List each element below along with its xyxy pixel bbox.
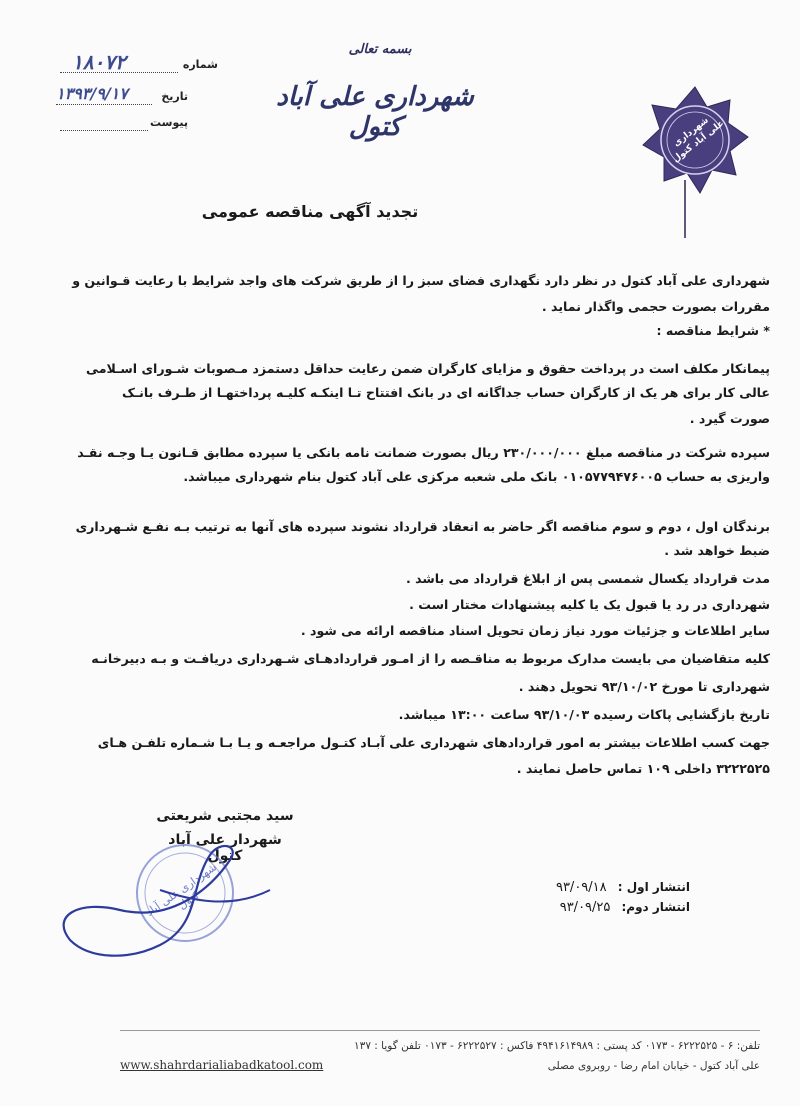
p1-line-2: عالی کار برای هر یک از کارگران حساب جداگانه ای در بانک افتتاح تـا اینکـه کلیـه پرداختهـا از طـرف بانـک bbox=[121, 385, 770, 400]
signer-role: شهردار علی آباد کتول bbox=[168, 832, 282, 864]
date-value: ۱۳۹۳/۹/۱۷ bbox=[56, 84, 128, 103]
p2-line-2: واریزی به حساب ۰۱۰۵۷۷۹۴۷۶۰۰۵ بانک ملی شعبه مرکزی علی آباد کتول بنام شهرداری میباشد. bbox=[183, 469, 770, 484]
number-label: شماره bbox=[182, 58, 218, 71]
website-link[interactable]: www.shahrdarialiabadkatool.com bbox=[120, 1058, 324, 1072]
p1-line-3: صورت گیرد . bbox=[689, 411, 770, 426]
signer-name: سید مجتبی شریعتی bbox=[156, 808, 294, 824]
p7-line-2: شهرداری تا مورخ ۹۳/۱۰/۰۲ تحویل دهند . bbox=[518, 679, 770, 694]
p5: شهرداری در رد یا قبول یک یا کلیه پیشنهادات مختار است . bbox=[409, 597, 770, 612]
p7-line-1: کلیه متقاضیان می بایست مدارک مربوط به مناقـصه را از امـور قراردادهـای شـهرداری دریافـت و بـه دبیرخانـه bbox=[91, 651, 770, 666]
publication-second-label: انتشار دوم: bbox=[621, 900, 690, 914]
p6: سایر اطلاعات و جزئیات مورد نیاز زمان تحویل اسناد مناقصه ارائه می شود . bbox=[300, 623, 770, 638]
intro-line-1: شهرداری علی آباد کتول در نظر دارد نگهداری فضای سبز را از طریق شرکت های واجد شرایط با رعایت قـوانین و bbox=[72, 273, 770, 288]
p9-line-2: ۳۲۲۲۵۲۵ داخلی ۱۰۹ تماس حاصل نمایند . bbox=[516, 761, 770, 776]
attachment-label: پیوست bbox=[150, 116, 188, 129]
publication-second bbox=[540, 896, 690, 915]
publication-first bbox=[540, 876, 690, 895]
municipality-emblem bbox=[640, 85, 750, 195]
footer-rule bbox=[120, 1030, 760, 1031]
footer-contact: تلفن: ۶ - ۶۲۲۲۵۲۵ - ۰۱۷۳ کد پستی : ۴۹۴۱۶۱۴۹۸۹ فاکس : ۶۲۲۲۵۲۷ - ۰۱۷۳ تلفن گویا : ۱۳۷ bbox=[354, 1040, 760, 1052]
header-divider bbox=[684, 180, 686, 238]
p8: تاریخ بازگشایی پاکات رسیده ۹۳/۱۰/۰۳ ساعت ۱۳:۰۰ میباشد. bbox=[398, 707, 770, 722]
footer-address: علی آباد کتول - خیابان امام رضا - روبروی مصلی bbox=[547, 1060, 760, 1072]
publication-second-date: ۹۳/۰۹/۲۵ bbox=[559, 900, 611, 915]
org-name: شهرداری علی آباد کتول bbox=[276, 82, 474, 142]
attachment-field bbox=[60, 112, 188, 134]
publication-first-label: انتشار اول : bbox=[617, 880, 690, 894]
p3-line-2: ضبط خواهد شد . bbox=[664, 543, 770, 558]
intro-line-2: مقررات بصورت حجمی واگذار نماید . bbox=[541, 299, 770, 314]
document-title: تجدید آگهی مناقصه عمومی bbox=[201, 202, 419, 221]
p3-line-1: برندگان اول ، دوم و سوم مناقصه اگر حاضر به انعقاد قرارداد نشوند سپرده های آنها به ترتیب بـه نفـع شـهرداری bbox=[75, 519, 770, 534]
date-label: تاریخ bbox=[161, 90, 188, 103]
basmala: بسمه تعالی bbox=[348, 42, 412, 57]
p1-line-1: پیمانکار مکلف است در پرداخت حقوق و مزایای کارگران ضمن رعایت حداقل دستمزد مـصوبات شـورای اسـلامی bbox=[86, 361, 770, 376]
attachment-line bbox=[60, 116, 148, 131]
conditions-heading: * شرایط مناقصه : bbox=[656, 323, 770, 338]
publication-first-date: ۹۳/۰۹/۱۸ bbox=[555, 880, 607, 895]
number-value: ۱۸۰۷۲ bbox=[72, 50, 126, 74]
p9-line-1: جهت کسب اطلاعات بیشتر به امور قراردادهای شهرداری علی آبـاد کتـول مراجعـه و یـا بـا شـماره تلفـن هـای bbox=[97, 735, 770, 750]
stamp-text: شهرداری علی آباد کتول bbox=[143, 860, 219, 919]
p2-line-1: سپرده شرکت در مناقصه مبلغ ۲۳۰/۰۰۰/۰۰۰ ریال بصورت ضمانت نامه بانکی یا سپرده مطابق قـانون یـا وجـه نقـد bbox=[77, 445, 770, 460]
date-field bbox=[30, 84, 188, 106]
handwritten-signature bbox=[40, 830, 300, 970]
number-field bbox=[60, 52, 218, 74]
emblem-text: شهرداری علی آباد کتول bbox=[671, 115, 727, 165]
p4: مدت قرارداد یکسال شمسی پس از ابلاغ قرارداد می باشد . bbox=[405, 571, 770, 586]
